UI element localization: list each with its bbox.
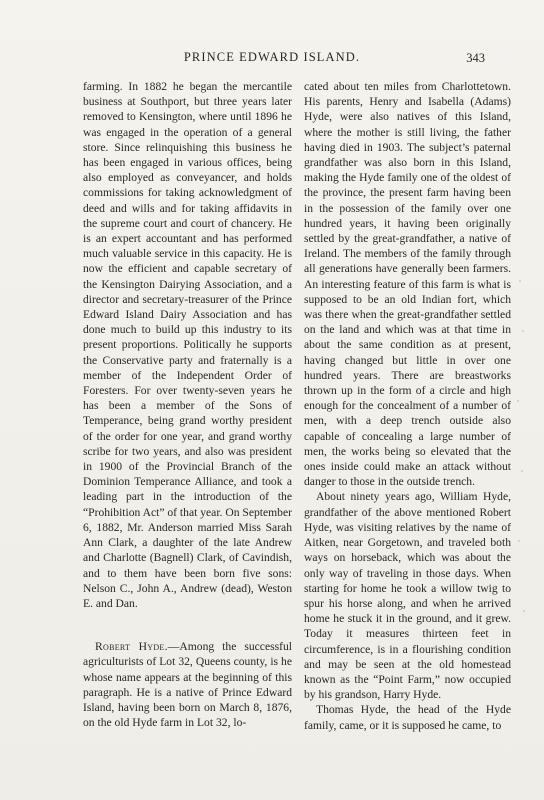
paper-speck (519, 280, 521, 282)
entry-text: —Among the successful agriculturists of Lot 32, Queens county, is he whose name appears at the beginning of this paragraph. He is a native of Prince Edward Island, having been born on March 8, 1876, on the old Hyde farm in Lot 32, lo- (83, 640, 292, 730)
paper-speck (523, 610, 525, 612)
entry-name: Robert Hyde. (95, 640, 168, 654)
running-title: PRINCE EDWARD ISLAND. (183, 50, 361, 64)
anderson-paragraph: farming. In 1882 he began the mercantile business at Southport, but three years later removed to Kensington, where until 1896 he was engaged in the operation of a general store. Since relinquishing this business he has been engaged in various offices, being also employed as conveyancer, and holds commissions for taking acknowledgment of deed and wills and for taking affidavits in the supreme court and court of chancery. He is an expert accountant and has performed much valuable service in this capacity. He is now the efficient and capable secretary of the Kensington Dairying Association, and a director and secretary-treasurer of the Prince Edward Island Dairy Association and has done much to build up this industry to its present proportions. Politically he supports the Conservative party and fraternally is a member of the Independent Order of Foresters. For over twenty-seven years he has been a member of the Sons of Temperance, being grand worthy president of the order for one year, and grand worthy scribe for two years, and also was president in 1900 of the Provincial Branch of the Dominion Temperance Alliance, and took a leading part in the introduction of the “Prohibition Act” of that year. On September 6, 1882, Mr. Anderson married Miss Sarah Ann Clark, a daughter of the late Andrew and Charlotte (Bagnell) Clark, of Cavindish, and to them have been born five sons: Nelson C., John A., Andrew (dead), Weston E. and Dan. (83, 80, 292, 610)
left-column (83, 79, 292, 730)
hyde-farm-paragraph: cated about ten miles from Charlottetown. His parents, Henry and Isabella (Adams) Hyde, were also natives of this Island, where the mother is still living, the father having died in 1903. The subject’s paternal grandfather was also born in this Island, making the Hyde family one of the oldest of the province, the present farm having been in the possession of the family over one hundred years, it having been originally settled by the great-grandfather, a native of Ireland. The members of the family through all generations have generally been farmers. An interesting feature of this farm is what is supposed to be an old Indian fort, which was there when the great-grandfather settled on the land and which was at that time in about the same condition as at present, having changed but little in over one hundred years. There are breastworks thrown up in the form of a circle and high enough for the concealment of a number of men, with a deep trench outside also capable of concealing a large number of men, the works being so elevated that the ones inside could make an attack without danger to those in the outside trench. (304, 80, 511, 489)
page-header (0, 50, 544, 70)
paper-speck (522, 330, 524, 332)
hyde-entry-paragraph (83, 639, 292, 730)
willow-paragraph: About ninety years ago, William Hyde, grandfather of the above mentioned Robert Hyde, was visiting relatives by the name of Aitken, near Gorgetown, and traveled both ways on horseback, which was about the only way of traveling in those days. When starting for home he took a willow twig to spur his horse along, and when he arrived home he stuck it in the ground, and it grew. Today it measures thirteen feet in circumference, is in a flourishing condition and may be seen at the old homestead known as the “Point Farm,” now occupied by his grandson, Harry Hyde. (304, 490, 511, 702)
right-column (304, 79, 511, 733)
paper-speck (517, 400, 519, 402)
thomas-hyde-paragraph: Thomas Hyde, the head of the Hyde family, came, or it is supposed he came, to (304, 703, 511, 732)
paper-speck (518, 540, 520, 542)
page-number: 343 (466, 51, 485, 65)
paper-speck (521, 470, 523, 472)
